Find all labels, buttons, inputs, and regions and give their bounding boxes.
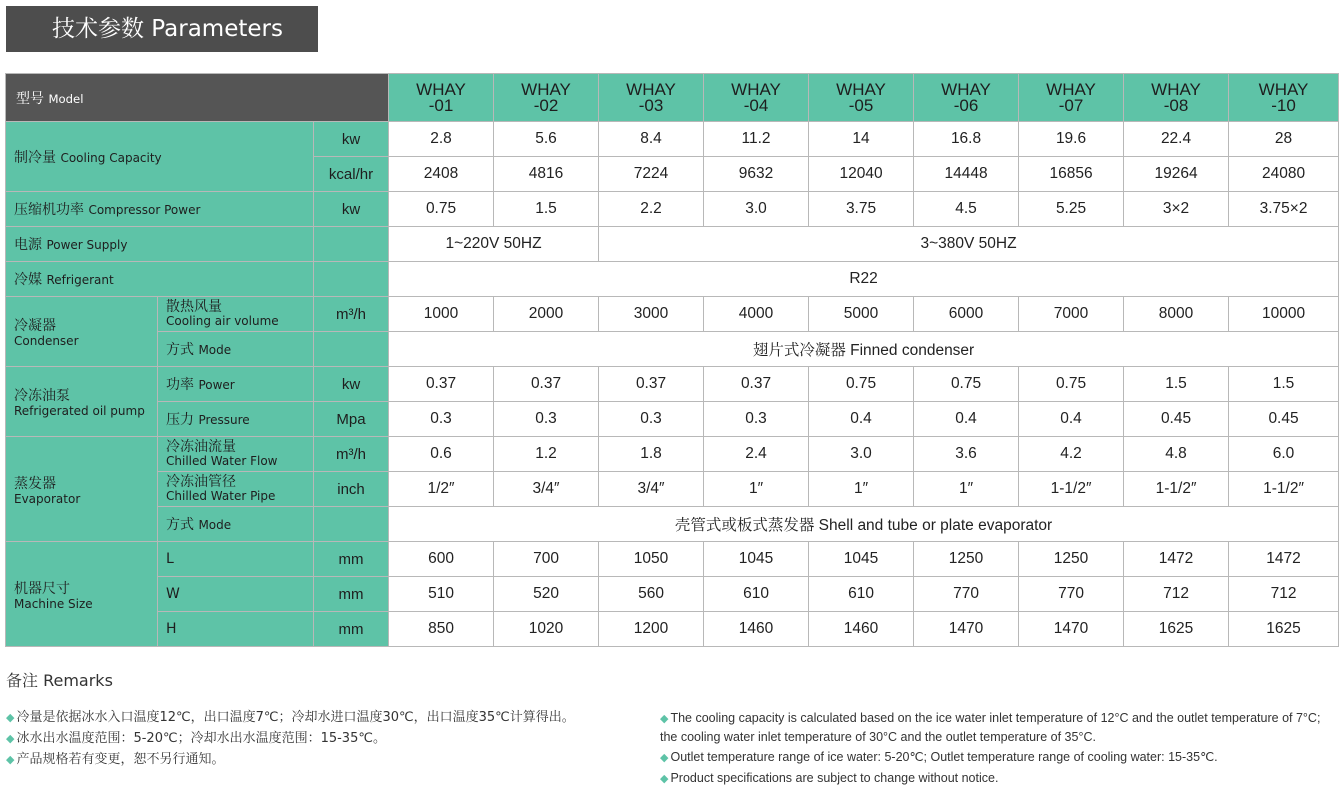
value-cell: 0.37 xyxy=(704,367,809,402)
value-cell: 9632 xyxy=(704,157,809,192)
value-cell: 0.75 xyxy=(1019,367,1124,402)
pump-power-row xyxy=(6,367,1339,402)
value-cell: 0.6 xyxy=(389,437,494,472)
value-cell: 0.3 xyxy=(599,402,704,437)
unit-cell xyxy=(314,262,389,297)
remark-item: ◆ 冰水出水温度范围：5-20℃；冷却水出水温度范围：15-35℃。 xyxy=(6,731,386,746)
condenser-mode-row xyxy=(6,332,1339,367)
unit-cell: kw xyxy=(314,192,389,227)
value-cell: 610 xyxy=(704,577,809,612)
unit-cell: mm xyxy=(314,577,389,612)
evaporator-flow-row xyxy=(6,437,1339,472)
value-cell: 1250 xyxy=(914,542,1019,577)
oil-pump-label: 冷冻油泵 Refrigerated oil pump xyxy=(6,367,158,437)
value-cell: 0.4 xyxy=(1019,402,1124,437)
value-cell: 1470 xyxy=(1019,612,1124,647)
value-cell: 22.4 xyxy=(1124,122,1229,157)
machine-size-label: 机器尺寸 Machine Size xyxy=(6,542,158,647)
diamond-bullet-icon: ◆ xyxy=(6,753,15,766)
value-cell: 520 xyxy=(494,577,599,612)
value-cell: 1″ xyxy=(809,472,914,507)
refrigerant-row xyxy=(6,262,1339,297)
size-w-row xyxy=(6,577,1339,612)
value-cell: 1045 xyxy=(809,542,914,577)
unit-cell: mm xyxy=(314,612,389,647)
model-cell: WHAY -06 xyxy=(914,74,1019,122)
diamond-bullet-icon: ◆ xyxy=(6,732,15,745)
value-cell: 7000 xyxy=(1019,297,1124,332)
size-w-label: W xyxy=(158,577,314,612)
value-cell: 610 xyxy=(809,577,914,612)
diamond-bullet-icon: ◆ xyxy=(660,773,669,785)
value-cell: 770 xyxy=(914,577,1019,612)
chilled-water-flow-label: 冷冻油流量 Chilled Water Flow xyxy=(158,437,314,472)
diamond-bullet-icon: ◆ xyxy=(660,752,669,764)
value-cell: 1.5 xyxy=(494,192,599,227)
model-cell: WHAY -02 xyxy=(494,74,599,122)
value-cell: 0.37 xyxy=(599,367,704,402)
value-cell: 1-1/2″ xyxy=(1229,472,1339,507)
value-cell: 0.37 xyxy=(389,367,494,402)
value-cell: 1625 xyxy=(1124,612,1229,647)
remark-item: ◆ 冷量是依据冰水入口温度12℃，出口温度7℃；冷却水进口温度30℃，出口温度35℃计算得出。 xyxy=(6,710,575,725)
value-cell: 1250 xyxy=(1019,542,1124,577)
value-cell: 3.75 xyxy=(809,192,914,227)
value-cell: 0.75 xyxy=(809,367,914,402)
value-cell: 5000 xyxy=(809,297,914,332)
value-cell: 1.2 xyxy=(494,437,599,472)
value-cell: 1460 xyxy=(704,612,809,647)
value-cell: 10000 xyxy=(1229,297,1339,332)
size-h-label: H xyxy=(158,612,314,647)
cooling-kw-row xyxy=(6,122,1339,157)
pump-pressure-label: 压力 Pressure xyxy=(158,402,314,437)
model-cell: WHAY -01 xyxy=(389,74,494,122)
value-cell: 3×2 xyxy=(1124,192,1229,227)
value-cell: 1472 xyxy=(1124,542,1229,577)
value-cell: 1″ xyxy=(914,472,1019,507)
value-cell: 16.8 xyxy=(914,122,1019,157)
value-cell: 2.4 xyxy=(704,437,809,472)
pump-pressure-row xyxy=(6,402,1339,437)
unit-cell: inch xyxy=(314,472,389,507)
value-cell: 850 xyxy=(389,612,494,647)
value-cell: 0.45 xyxy=(1124,402,1229,437)
unit-cell xyxy=(314,227,389,262)
value-cell: 1460 xyxy=(809,612,914,647)
value-cell: 2.2 xyxy=(599,192,704,227)
unit-cell xyxy=(314,332,389,367)
value-cell: 1472 xyxy=(1229,542,1339,577)
value-cell: 560 xyxy=(599,577,704,612)
refrigerant-value: R22 xyxy=(389,262,1339,297)
value-cell: 1-1/2″ xyxy=(1124,472,1229,507)
value-cell: 28 xyxy=(1229,122,1339,157)
value-cell: 0.75 xyxy=(914,367,1019,402)
remarks-title: 备注 Remarks xyxy=(6,671,113,690)
value-cell: 4.5 xyxy=(914,192,1019,227)
compressor-power-label: 压缩机功率 Compressor Power xyxy=(6,192,314,227)
value-cell: 0.3 xyxy=(494,402,599,437)
value-cell: 712 xyxy=(1124,577,1229,612)
value-cell: 0.45 xyxy=(1229,402,1339,437)
power-supply-row xyxy=(6,227,1339,262)
value-cell: 16856 xyxy=(1019,157,1124,192)
chilled-water-pipe-label: 冷冻油管径 Chilled Water Pipe xyxy=(158,472,314,507)
value-cell: 0.37 xyxy=(494,367,599,402)
value-cell: 4.2 xyxy=(1019,437,1124,472)
refrigerant-label: 冷媒 Refrigerant xyxy=(6,262,314,297)
unit-cell: m³/h xyxy=(314,297,389,332)
value-cell: 1/2″ xyxy=(389,472,494,507)
value-cell: 1″ xyxy=(704,472,809,507)
model-cell: WHAY -08 xyxy=(1124,74,1229,122)
evaporator-mode-row xyxy=(6,507,1339,542)
value-cell: 1200 xyxy=(599,612,704,647)
unit-cell: kcal/hr xyxy=(314,157,389,192)
value-cell: 7224 xyxy=(599,157,704,192)
remarks-cn xyxy=(6,708,606,771)
remarks-en xyxy=(660,709,1340,790)
value-cell: 1.5 xyxy=(1229,367,1339,402)
size-l-row xyxy=(6,542,1339,577)
value-cell: 19264 xyxy=(1124,157,1229,192)
value-cell: 3.0 xyxy=(809,437,914,472)
pump-power-label: 功率 Power xyxy=(158,367,314,402)
value-cell: 12040 xyxy=(809,157,914,192)
unit-cell: Mpa xyxy=(314,402,389,437)
value-cell: 0.3 xyxy=(389,402,494,437)
value-cell: 3.6 xyxy=(914,437,1019,472)
value-cell: 1000 xyxy=(389,297,494,332)
value-cell: 4816 xyxy=(494,157,599,192)
value-cell: 19.6 xyxy=(1019,122,1124,157)
size-h-row xyxy=(6,612,1339,647)
model-cell: WHAY -10 xyxy=(1229,74,1339,122)
model-row xyxy=(6,74,1339,122)
power-supply-value-three: 3~380V 50HZ xyxy=(599,227,1339,262)
value-cell: 14448 xyxy=(914,157,1019,192)
value-cell: 1.5 xyxy=(1124,367,1229,402)
condenser-label: 冷凝器 Condenser xyxy=(6,297,158,367)
value-cell: 24080 xyxy=(1229,157,1339,192)
value-cell: 3.0 xyxy=(704,192,809,227)
value-cell: 4.8 xyxy=(1124,437,1229,472)
unit-cell: m³/h xyxy=(314,437,389,472)
unit-cell: mm xyxy=(314,542,389,577)
unit-cell: kw xyxy=(314,122,389,157)
model-cell: WHAY -03 xyxy=(599,74,704,122)
model-cell: WHAY -04 xyxy=(704,74,809,122)
value-cell: 3/4″ xyxy=(494,472,599,507)
value-cell: 0.4 xyxy=(809,402,914,437)
value-cell: 8.4 xyxy=(599,122,704,157)
value-cell: 8000 xyxy=(1124,297,1229,332)
value-cell: 2.8 xyxy=(389,122,494,157)
value-cell: 14 xyxy=(809,122,914,157)
compressor-row xyxy=(6,192,1339,227)
remark-item: ◆ Product specifications are subject to change without notice. xyxy=(660,771,999,785)
value-cell: 1625 xyxy=(1229,612,1339,647)
value-cell: 0.3 xyxy=(704,402,809,437)
value-cell: 5.25 xyxy=(1019,192,1124,227)
cooling-capacity-label: 制冷量 Cooling Capacity xyxy=(6,122,314,192)
value-cell: 1050 xyxy=(599,542,704,577)
unit-cell xyxy=(314,507,389,542)
value-cell: 600 xyxy=(389,542,494,577)
remark-item: ◆ The cooling capacity is calculated based on the ice water inlet temperature of 12°C and the outlet temperature of 7°C; the cooling water inlet temperature of 30°C and the outlet temperature of 35°C. xyxy=(660,711,1321,744)
model-cell: WHAY -05 xyxy=(809,74,914,122)
value-cell: 2408 xyxy=(389,157,494,192)
size-l-label: L xyxy=(158,542,314,577)
value-cell: 5.6 xyxy=(494,122,599,157)
value-cell: 3/4″ xyxy=(599,472,704,507)
model-cell: WHAY -07 xyxy=(1019,74,1124,122)
evaporator-mode-label: 方式 Mode xyxy=(158,507,314,542)
condenser-mode-value: 翅片式冷凝器 Finned condenser xyxy=(389,332,1339,367)
power-supply-value-single: 1~220V 50HZ xyxy=(389,227,599,262)
value-cell: 1.8 xyxy=(599,437,704,472)
condenser-air-row xyxy=(6,297,1339,332)
power-supply-label: 电源 Power Supply xyxy=(6,227,314,262)
value-cell: 770 xyxy=(1019,577,1124,612)
value-cell: 1-1/2″ xyxy=(1019,472,1124,507)
remark-item: ◆ 产品规格若有变更，恕不另行通知。 xyxy=(6,752,225,767)
value-cell: 712 xyxy=(1229,577,1339,612)
value-cell: 4000 xyxy=(704,297,809,332)
value-cell: 3000 xyxy=(599,297,704,332)
diamond-bullet-icon: ◆ xyxy=(6,711,15,724)
evaporator-label: 蒸发器 Evaporator xyxy=(6,437,158,542)
value-cell: 1045 xyxy=(704,542,809,577)
diamond-bullet-icon: ◆ xyxy=(660,713,669,725)
cooling-air-volume-label: 散热风量 Cooling air volume xyxy=(158,297,314,332)
value-cell: 11.2 xyxy=(704,122,809,157)
value-cell: 2000 xyxy=(494,297,599,332)
parameters-table xyxy=(5,73,1339,647)
evaporator-mode-value: 壳管式或板式蒸发器 Shell and tube or plate evaporator xyxy=(389,507,1339,542)
value-cell: 6.0 xyxy=(1229,437,1339,472)
evaporator-pipe-row xyxy=(6,472,1339,507)
value-cell: 1020 xyxy=(494,612,599,647)
page-title: 技术参数 Parameters xyxy=(6,6,318,52)
value-cell: 510 xyxy=(389,577,494,612)
model-header: 型号 Model xyxy=(6,74,389,122)
condenser-mode-label: 方式 Mode xyxy=(158,332,314,367)
value-cell: 0.75 xyxy=(389,192,494,227)
unit-cell: kw xyxy=(314,367,389,402)
value-cell: 3.75×2 xyxy=(1229,192,1339,227)
value-cell: 1470 xyxy=(914,612,1019,647)
value-cell: 700 xyxy=(494,542,599,577)
remark-item: ◆ Outlet temperature range of ice water: 5-20℃; Outlet temperature range of cooling water: 15-35℃. xyxy=(660,750,1218,764)
value-cell: 0.4 xyxy=(914,402,1019,437)
value-cell: 6000 xyxy=(914,297,1019,332)
